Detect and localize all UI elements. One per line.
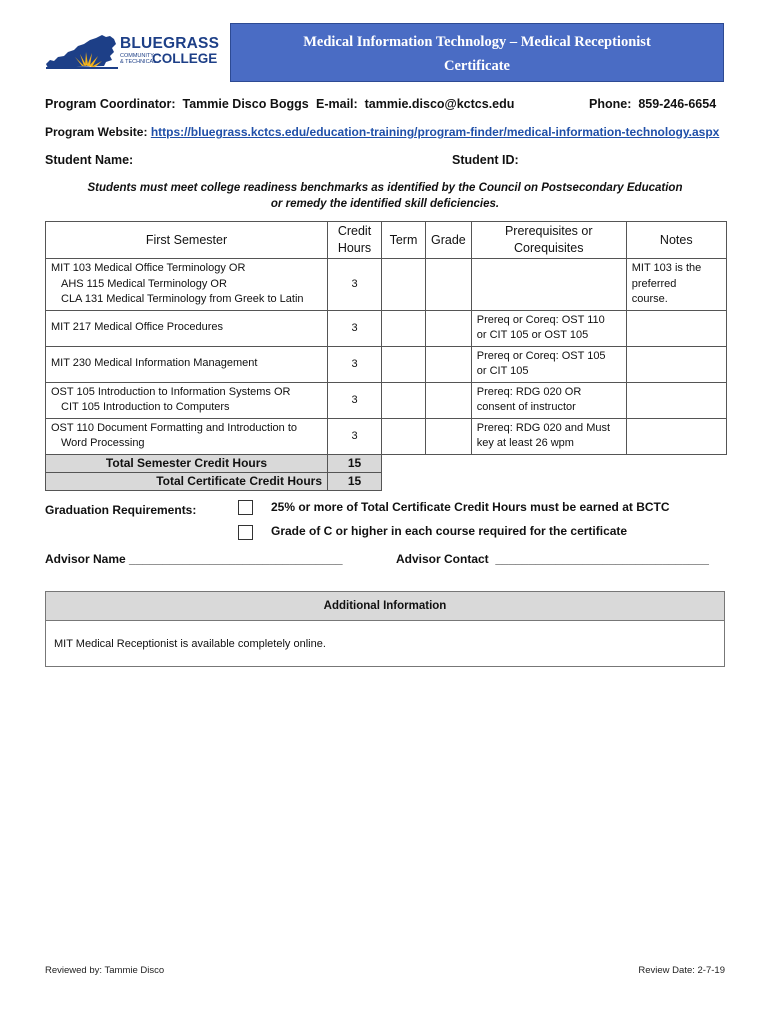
course-cell: MIT 217 Medical Office Procedures <box>46 310 328 346</box>
term-cell[interactable] <box>382 382 426 418</box>
program-subtitle: Certificate <box>443 58 510 74</box>
additional-information-text: MIT Medical Receptionist is available completely online. <box>54 638 326 650</box>
header-first-semester: First Semester <box>46 222 328 259</box>
reviewed-by: Reviewed by: Tammie Disco <box>45 965 165 976</box>
additional-information-box <box>45 591 725 667</box>
program-title: Medical Information Technology – Medical Receptionist <box>303 34 651 50</box>
term-cell[interactable] <box>382 418 426 454</box>
term-cell[interactable] <box>382 346 426 382</box>
requirement-1-text: 25% or more of Total Certificate Credit Hours must be earned at BCTC <box>271 500 670 514</box>
grade-cell[interactable] <box>426 346 472 382</box>
credit-hours-cell: 3 <box>328 382 382 418</box>
table-row <box>46 259 727 311</box>
grade-cell[interactable] <box>426 310 472 346</box>
prereq-cell: Prereq: RDG 020 OR consent of instructor <box>471 382 626 418</box>
readiness-notice: Students must meet college readiness benchmarks as identified by the Council on Postsecondary Education or remedy the identified skill deficiencies. <box>87 182 683 210</box>
notes-cell <box>626 382 726 418</box>
prereq-cell: Prereq or Coreq: OST 105 or CIT 105 <box>471 346 626 382</box>
requirement-2-text: Grade of C or higher in each course required for the certificate <box>271 524 628 538</box>
logo-name: BLUEGRASS <box>120 35 220 52</box>
grade-cell[interactable] <box>426 418 472 454</box>
requirement-2-checkbox[interactable] <box>238 525 253 540</box>
student-name-label: Student Name: <box>45 153 134 167</box>
total-certificate-row <box>46 472 727 490</box>
notes-cell <box>626 418 726 454</box>
table-row <box>46 382 727 418</box>
requirement-1-checkbox[interactable] <box>238 500 253 515</box>
program-website: Program Website: https://bluegrass.kctcs.edu/education-training/program-finder/medical-information-technology.aspx <box>45 125 720 139</box>
notes-cell <box>626 346 726 382</box>
header-prerequisites: Prerequisites or Corequisites <box>471 222 626 259</box>
notes-cell <box>626 310 726 346</box>
advisor-contact: Advisor Contact ________________________________ <box>396 552 709 566</box>
coordinator-phone: Phone: 859-246-6654 <box>589 97 717 111</box>
total-certificate-label: Total Certificate Credit Hours <box>46 472 328 490</box>
notes-cell: MIT 103 is the preferred course. <box>626 259 726 311</box>
course-cell: OST 105 Introduction to Information Systems OR CIT 105 Introduction to Computers <box>46 382 328 418</box>
total-certificate-value: 15 <box>328 472 382 490</box>
total-semester-label: Total Semester Credit Hours <box>46 454 328 472</box>
logo-college: COLLEGE <box>152 51 218 66</box>
advisor-contact-field[interactable]: ________________________________ <box>495 552 709 566</box>
table-row <box>46 346 727 382</box>
program-coordinator: Program Coordinator: Tammie Disco Boggs <box>45 97 309 111</box>
prereq-cell <box>471 259 626 311</box>
course-table <box>45 221 727 491</box>
additional-information-title: Additional Information <box>46 592 724 621</box>
kentucky-map-logo-icon <box>44 30 120 72</box>
grade-cell[interactable] <box>426 259 472 311</box>
prereq-cell: Prereq or Coreq: OST 110 or CIT 105 or OST 105 <box>471 310 626 346</box>
table-row <box>46 310 727 346</box>
course-cell: MIT 230 Medical Information Management <box>46 346 328 382</box>
program-title-banner <box>230 23 724 82</box>
table-row <box>46 418 727 454</box>
student-id-label: Student ID: <box>452 153 519 167</box>
header-term: Term <box>382 222 426 259</box>
header-credit-hours: Credit Hours <box>328 222 382 259</box>
prereq-cell: Prereq: RDG 020 and Must key at least 26 wpm <box>471 418 626 454</box>
advisor-name-field[interactable]: ________________________________ <box>129 552 343 566</box>
grade-cell[interactable] <box>426 382 472 418</box>
credit-hours-cell: 3 <box>328 346 382 382</box>
logo-subtitle: COMMUNITY & TECHNICAL <box>120 53 157 65</box>
graduation-requirements-label: Graduation Requirements: <box>45 503 197 517</box>
college-logo <box>44 30 220 72</box>
header-notes: Notes <box>626 222 726 259</box>
credit-hours-cell: 3 <box>328 310 382 346</box>
credit-hours-cell: 3 <box>328 418 382 454</box>
term-cell[interactable] <box>382 310 426 346</box>
advisor-name: Advisor Name ________________________________ <box>45 552 343 566</box>
term-cell[interactable] <box>382 259 426 311</box>
credit-hours-cell: 3 <box>328 259 382 311</box>
program-website-link[interactable]: https://bluegrass.kctcs.edu/education-training/program-finder/medical-information-technology.aspx <box>150 125 720 139</box>
course-cell: OST 110 Document Formatting and Introduction to Word Processing <box>46 418 328 454</box>
coordinator-email: E-mail: tammie.disco@kctcs.edu <box>316 97 515 111</box>
header-grade: Grade <box>426 222 472 259</box>
total-semester-value: 15 <box>328 454 382 472</box>
review-date: Review Date: 2-7-19 <box>638 965 725 976</box>
course-cell: MIT 103 Medical Office Terminology OR AHS 115 Medical Terminology OR CLA 131 Medical Terminology from Greek to Latin <box>46 259 328 311</box>
total-semester-row <box>46 454 727 472</box>
table-header-row <box>46 222 727 259</box>
